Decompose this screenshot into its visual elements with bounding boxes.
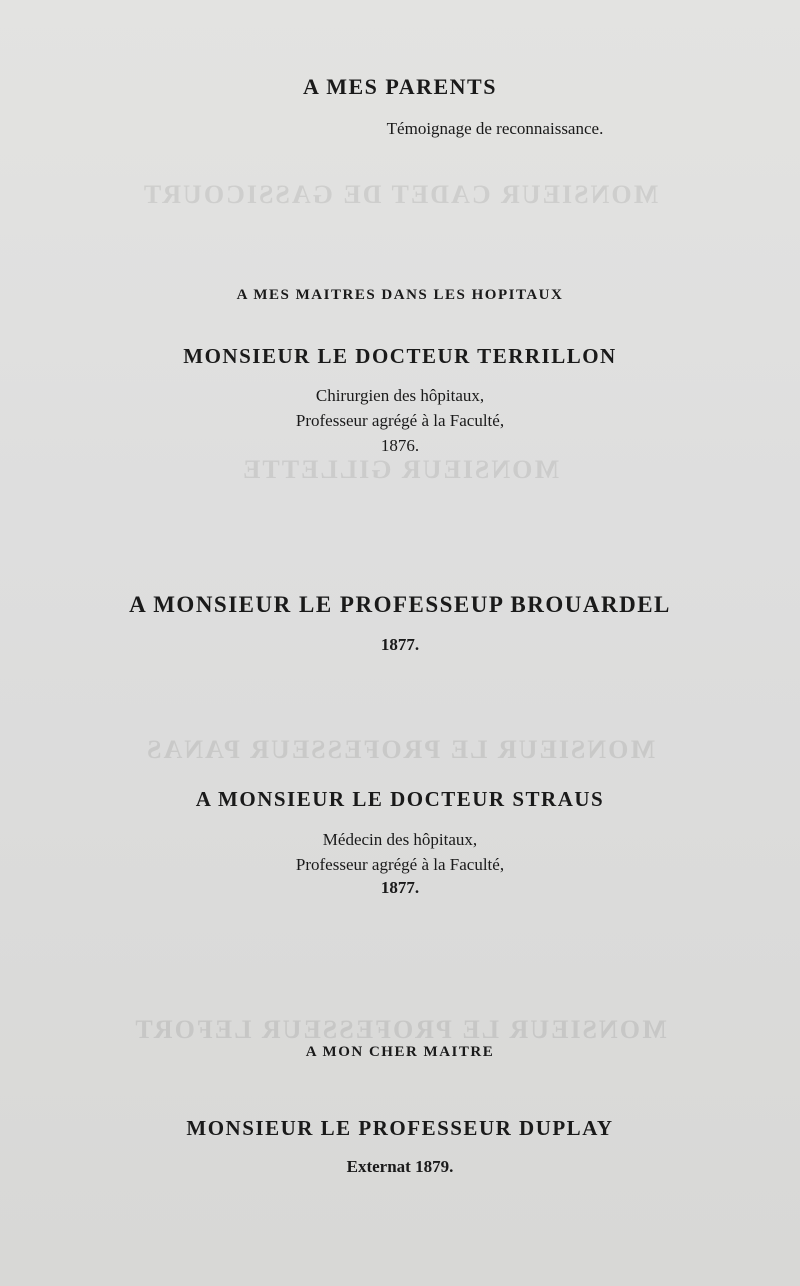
bleed-through-text: MONSIEUR LE PROFESSEUR LEFORT bbox=[133, 1015, 667, 1044]
straus-year: 1877. bbox=[380, 878, 420, 897]
duplay-note: Externat 1879. bbox=[346, 1157, 454, 1176]
bleed-through-text: MONSIEUR LE PROFESSEUR PANAS bbox=[145, 735, 655, 764]
bleed-through-text: MONSIEUR GILLETTE bbox=[241, 455, 559, 484]
duplay-heading: A MON CHER MAITRE bbox=[305, 1044, 495, 1060]
dedication-parents-subtitle: Témoignage de reconnaissance. bbox=[386, 119, 604, 138]
straus-title-line2: Professeur agrégé à la Faculté, bbox=[295, 855, 505, 874]
straus-name: A MONSIEUR LE DOCTEUR STRAUS bbox=[195, 787, 605, 811]
terrillon-title-line2: Professeur agrégé à la Faculté, bbox=[295, 411, 505, 430]
dedication-parents-heading: A MES PARENTS bbox=[303, 74, 497, 99]
duplay-name: MONSIEUR LE PROFESSEUR DUPLAY bbox=[186, 1116, 614, 1140]
brouardel-name: A MONSIEUR LE PROFESSEUP BROUARDEL bbox=[129, 592, 671, 617]
bleed-through-text: MONSIEUR CADET DE GASSICOURT bbox=[141, 180, 659, 209]
terrillon-year: 1876. bbox=[380, 436, 420, 455]
terrillon-title-line1: Chirurgien des hôpitaux, bbox=[315, 386, 485, 405]
hospital-masters-heading: A MES MAITRES DANS LES HOPITAUX bbox=[236, 287, 564, 303]
terrillon-name: MONSIEUR LE DOCTEUR TERRILLON bbox=[183, 344, 617, 368]
brouardel-year: 1877. bbox=[380, 635, 420, 654]
straus-title-line1: Médecin des hôpitaux, bbox=[322, 830, 478, 849]
